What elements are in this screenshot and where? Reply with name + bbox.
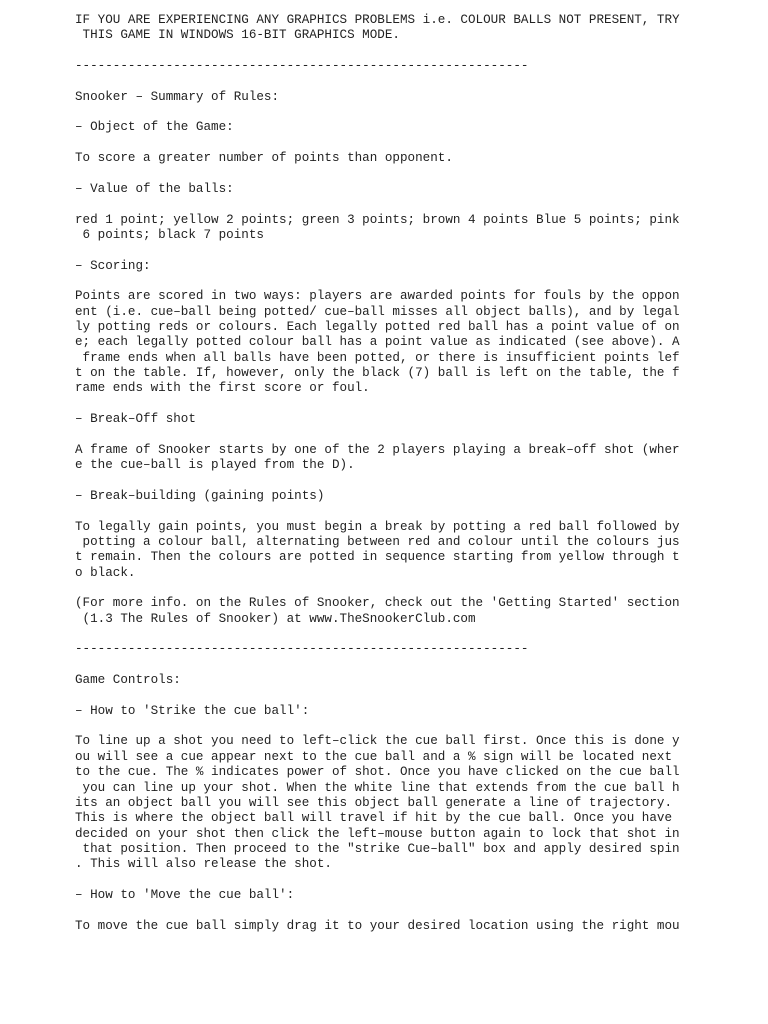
text-line: t remain. Then the colours are potted in sequence starting from yellow through t xyxy=(75,550,680,565)
text-line: A frame of Snooker starts by one of the 2 players playing a break–off shot (wher xyxy=(75,442,680,457)
text-line: ly potting reds or colours. Each legally potted red ball has a point value of on xyxy=(75,320,680,334)
text-line: – How to 'Strike the cue ball': xyxy=(75,703,310,718)
text-line: 6 points; black 7 points xyxy=(75,227,264,242)
text-line: o black. xyxy=(75,565,136,580)
text-line: (1.3 The Rules of Snooker) at www.TheSnookerClub.com xyxy=(75,611,476,626)
text-line: e; each legally potted colour ball has a point value as indicated (see above). A xyxy=(75,335,680,350)
text-line: – How to 'Move the cue ball': xyxy=(75,887,295,902)
text-line: THIS GAME IN WINDOWS 16-BIT GRAPHICS MODE. xyxy=(75,28,400,43)
text-line: Points are scored in two ways: players are awarded points for fouls by the oppon xyxy=(75,289,680,304)
text-line: To line up a shot you need to left–click the cue ball first. Once this is done y xyxy=(75,734,680,749)
text-line: – Value of the balls: xyxy=(75,181,234,196)
text-line: decided on your shot then click the left–mouse button again to lock that shot in xyxy=(75,826,680,841)
text-line: Snooker – Summary of Rules: xyxy=(75,89,280,104)
text-line: its an object ball you will see this object ball generate a line of trajectory. xyxy=(75,795,673,810)
text-line: ent (i.e. cue–ball being potted/ cue–ball misses all object balls), and by legal xyxy=(75,304,680,319)
text-line: This is where the object ball will travel if hit by the cue ball. Once you have xyxy=(75,811,673,826)
text-line: – Scoring: xyxy=(75,258,151,273)
separator-line: ------------------------------------------------------------ xyxy=(75,59,529,74)
text-line: To legally gain points, you must begin a break by potting a red ball followed by xyxy=(75,519,680,534)
text-line: potting a colour ball, alternating between red and colour until the colours jus xyxy=(75,534,680,549)
text-line: . This will also release the shot. xyxy=(75,857,332,872)
text-line: – Break–Off shot xyxy=(75,412,196,427)
text-line: IF YOU ARE EXPERIENCING ANY GRAPHICS PROBLEMS i.e. COLOUR BALLS NOT PRESENT, TRY xyxy=(75,13,680,27)
text-line: To score a greater number of points than opponent. xyxy=(75,151,453,166)
text-line: to the cue. The % indicates power of shot. Once you have clicked on the cue ball xyxy=(75,765,680,780)
text-line: e the cue–ball is played from the D). xyxy=(75,458,355,473)
text-line: – Object of the Game: xyxy=(75,120,234,135)
text-line: ou will see a cue appear next to the cue ball and a % sign will be located next xyxy=(75,749,673,764)
text-line: t on the table. If, however, only the black (7) ball is left on the table, the f xyxy=(75,366,680,381)
text-line: you can line up your shot. When the white line that extends from the cue ball h xyxy=(75,780,680,795)
text-line: To move the cue ball simply drag it to your desired location using the right mou xyxy=(75,918,680,933)
text-line: frame ends when all balls have been potted, or there is insufficient points lef xyxy=(75,350,680,365)
separator-line: ------------------------------------------------------------ xyxy=(75,642,529,657)
text-line: Game Controls: xyxy=(75,673,181,688)
text-line: (For more info. on the Rules of Snooker, check out the 'Getting Started' section xyxy=(75,596,680,611)
text-line: red 1 point; yellow 2 points; green 3 points; brown 4 points Blue 5 points; pink xyxy=(75,212,680,227)
text-line: – Break–building (gaining points) xyxy=(75,488,325,503)
text-line: that position. Then proceed to the "strike Cue–ball" box and apply desired spin xyxy=(75,841,680,856)
text-line: rame ends with the first score or foul. xyxy=(75,381,370,396)
